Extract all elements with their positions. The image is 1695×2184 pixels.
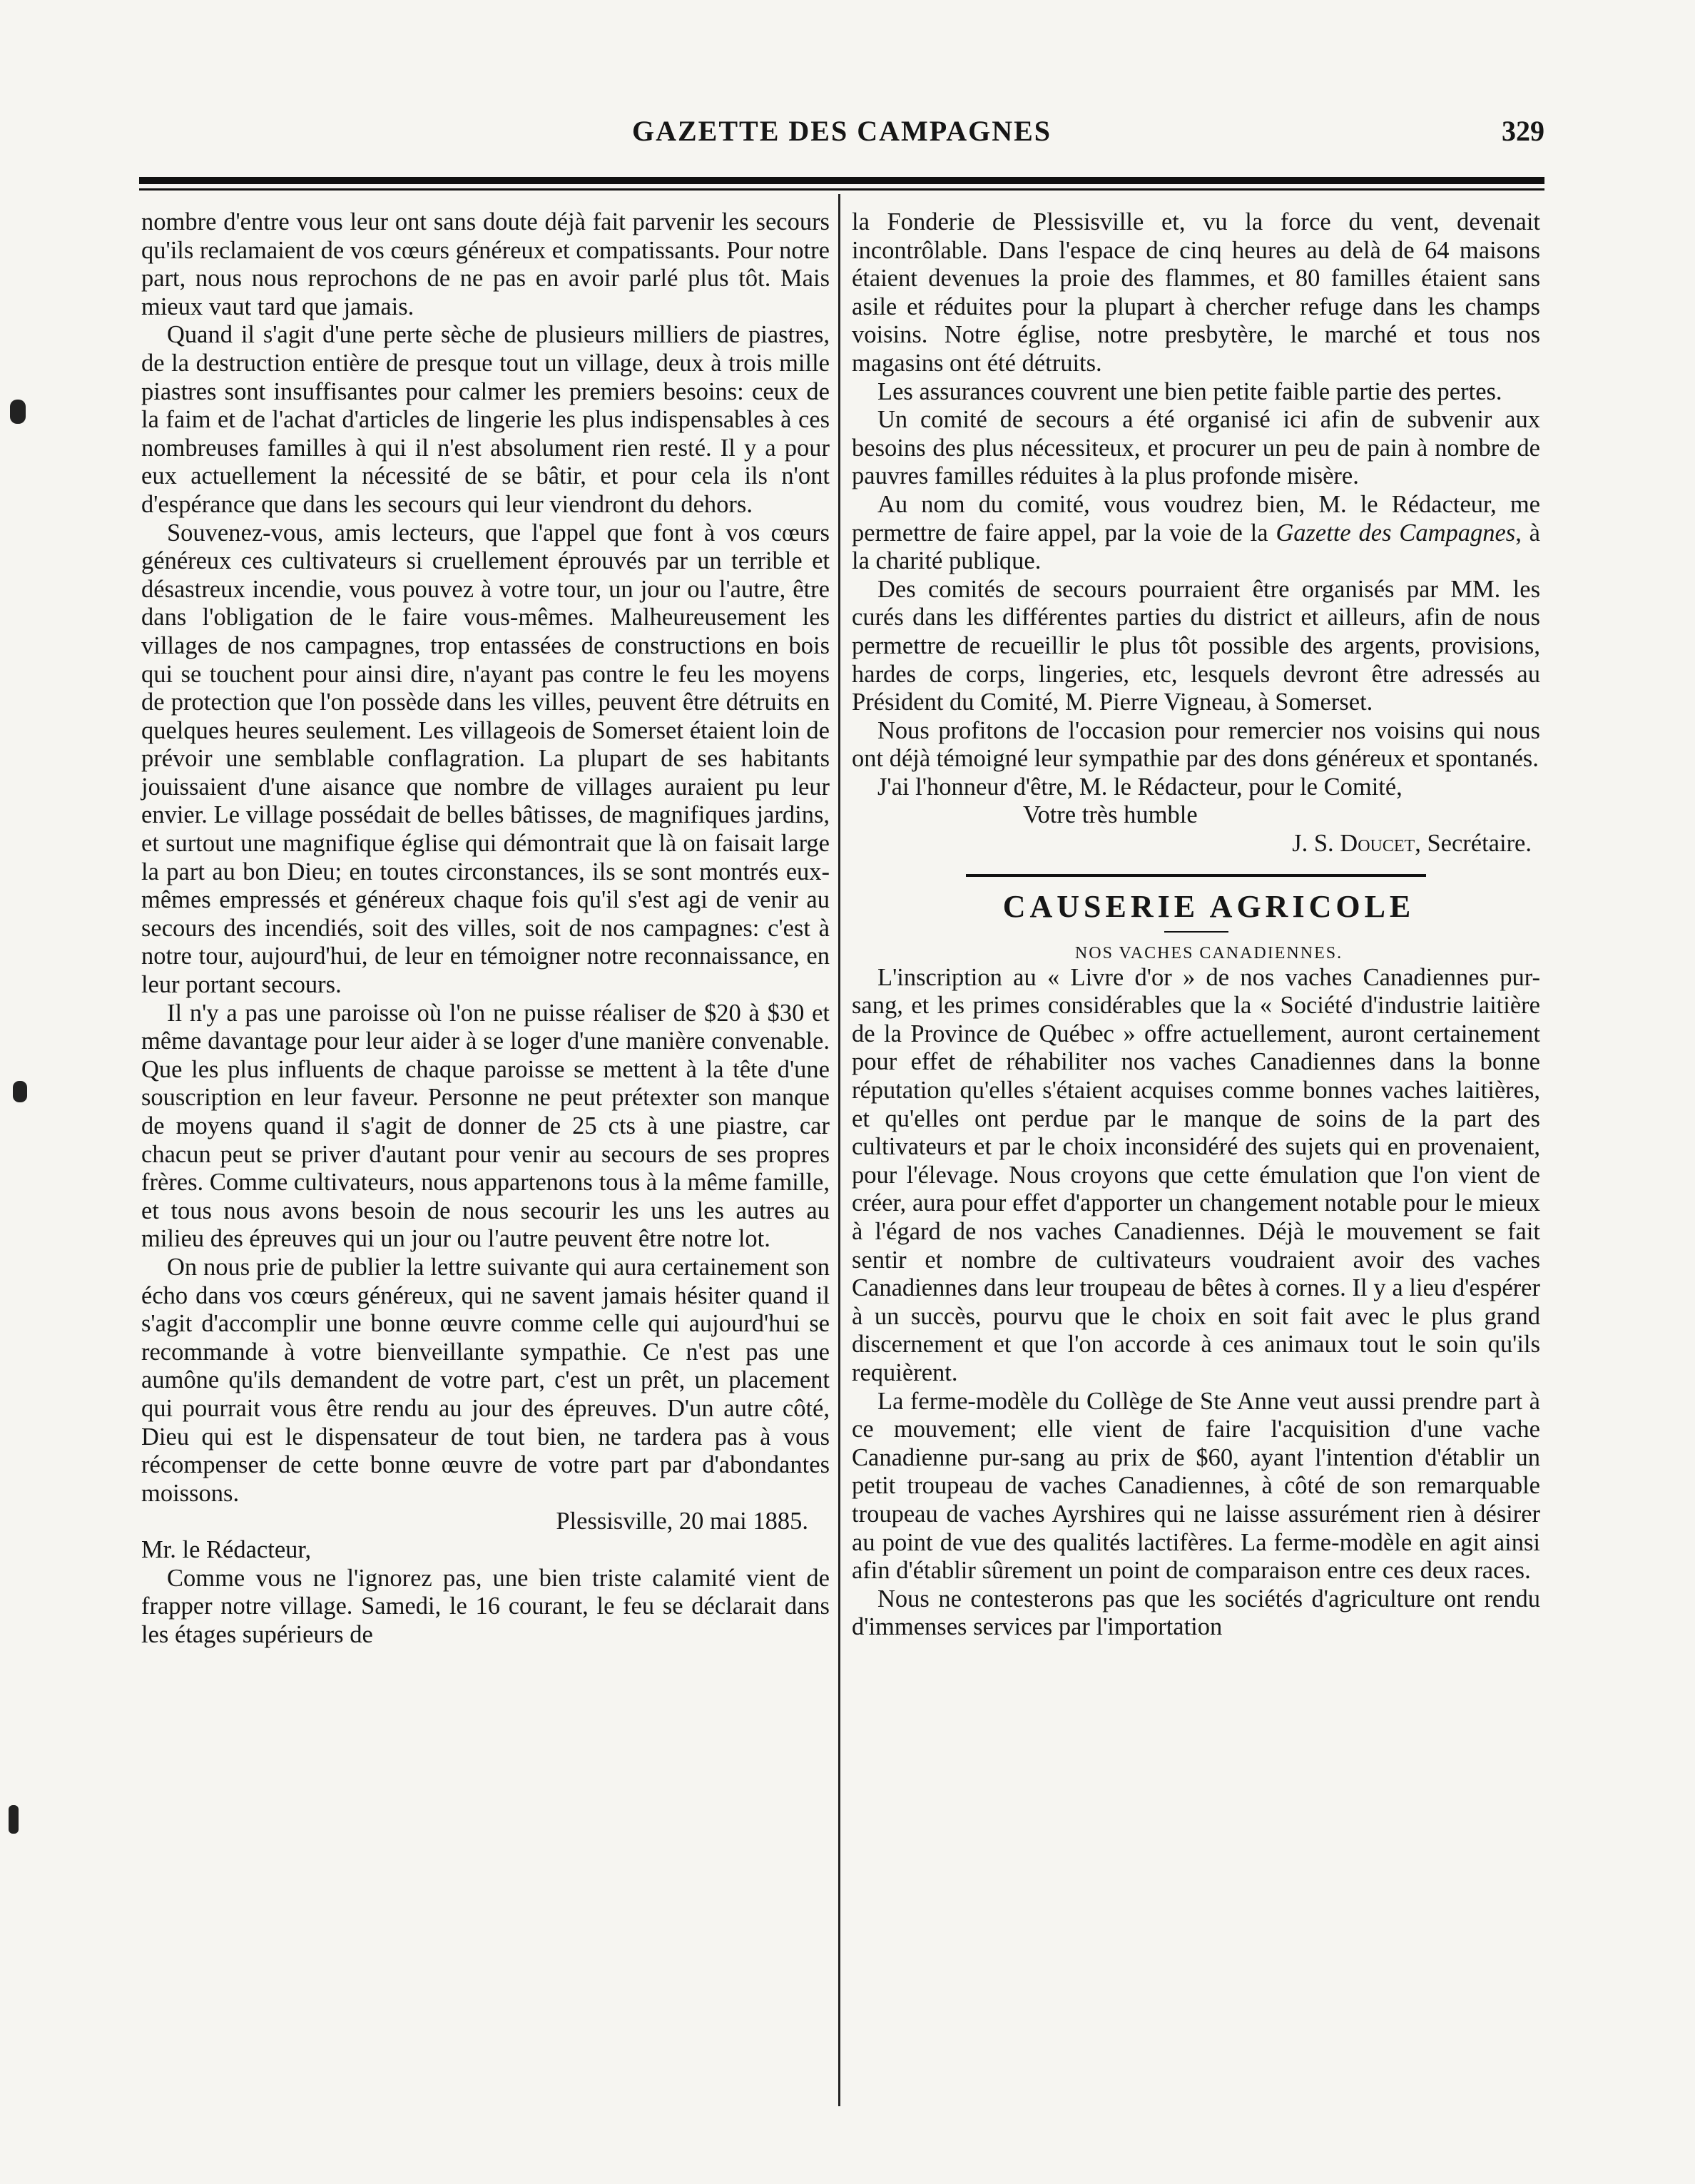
section-title: CAUSERIE AGRICOLE: [1002, 888, 1415, 924]
margin-mark: [10, 400, 26, 424]
paragraph: Comme vous ne l'ignorez pas, une bien triste calamité vient de frapper notre village. Samedi, le 16 courant, le feu se déclarait dans les étages supérieurs de: [141, 1564, 830, 1648]
paragraph: nombre d'entre vous leur ont sans doute déjà fait parvenir les secours qu'ils reclamaient de vos cœurs généreux et compatissants. Pour notre part, nous nous reprochons de ne pas en avoir parlé plus tôt. Mais mieux vaut tard que jamais.: [141, 208, 830, 320]
header-title: GAZETTE DES CAMPAGNES: [631, 115, 1052, 147]
signature-name: J. S. Doucet: [1292, 830, 1415, 858]
signature-role: , Secrétaire.: [1415, 830, 1532, 858]
page-number: 329: [1502, 115, 1544, 147]
left-column: [141, 208, 830, 1649]
paragraph: Nous ne contesterons pas que les sociétés d'agriculture ont rendu d'immenses services par l'importation: [852, 1585, 1540, 1641]
paragraph: la Fonderie de Plessisville et, vu la force du vent, devenait incontrôlable. Dans l'espace de cinq heures au delà de 64 maisons étaient devenues la proie des flammes, et 80 familles étaient sans asile et réduites pour la plupart à chercher refuge dans les champs voisins. Notre église, notre presbytère, le marché et tous nos magasins ont été détruits.: [852, 208, 1540, 377]
dateline: Plessisville, 20 mai 1885.: [556, 1508, 808, 1535]
paragraph: Les assurances couvrent une bien petite faible partie des pertes.: [877, 377, 1502, 405]
paragraph: [852, 491, 1540, 576]
salutation: Mr. le Rédacteur,: [141, 1535, 312, 1563]
running-header: [139, 114, 1544, 157]
paragraph: Un comité de secours a été organisé ici afin de subvenir aux besoins des plus nécessiteux, et procurer un peu de pain à nombre de pauvres familles réduites à la plus profonde misère.: [852, 406, 1540, 490]
paragraph: L'inscription au « Livre d'or » de nos vaches Canadiennes pur-sang, et les primes considérables que la « Société d'industrie laitière de la Province de Québec » offre actuellement, auront certainement pour effet de réhabiliter nos vaches Canadiennes dans la bonne réputation qu'elles s'étaient acquises comme bonnes vaches laitières, et qu'elles ont perdue par le manque de soins de la part des cultivateurs et par le choix inconsidéré des sujets qui en provenaient, pour l'élevage. Nous croyons que cette émulation que l'on vient de créer, aura pour effet d'apporter un changement notable pour le mieux à l'égard de nos vaches Canadiennes. Déjà le mouvement se fait sentir et nombre de cultivateurs voudraient avoir des vaches Canadiennes dans leur troupeau de bêtes à cornes. Il y a lieu d'espérer à un succès, pourvu que le choix en soit fait avec le plus grand discernement et que l'on accorde à ces animaux tout le soin qu'ils requièrent.: [852, 963, 1540, 1386]
column-divider: [838, 194, 840, 2106]
text-run: Au nom du comité, vous voudrez bien, M. le Rédacteur, me permettre de faire appel, par la voie de la: [852, 490, 1540, 547]
header-rule-thick: [139, 177, 1544, 184]
publication-title: Gazette des Campagnes: [1276, 519, 1516, 547]
section-subtitle: NOS VACHES CANADIENNES.: [1074, 943, 1343, 963]
paragraph: On nous prie de publier la lettre suivante qui aura certainement son écho dans vos cœurs généreux, qui ne savent jamais hésiter quand il s'agit d'accomplir une bonne œuvre comme celle qui aujourd'hui se recommande à votre bienveillante sympathie. Ce n'est pas une aumône qu'ils demandent de votre part, c'est un prêt, un placement qui pourrait vous être rendu au jour des épreuves. D'un autre côté, Dieu qui est le dispensateur de tout bien, ne tardera pas à vous récompenser de cette bonne œuvre de votre part par d'abondantes moissons.: [141, 1253, 830, 1507]
right-column: [852, 208, 1540, 1642]
paragraph: Souvenez-vous, amis lecteurs, que l'appel que font à vos cœurs généreux ces cultivateurs si cruellement éprouvés par un terrible et désastreux incendie, vous pouvez à votre tour, un jour ou l'autre, être dans l'obligation de le faire vous-mêmes. Malheureusement les villages de nos campagnes, trop entassées de constructions en bois qui se touchent pour ainsi dire, n'ayant pas contre le feu les moyens de protection que l'on possède dans les villes, peuvent être détruits en quelques heures seulement. Les villageois de Somerset étaient loin de prévoir une semblable conflagration. La plupart de ses habitants jouissaient d'une aisance que nombre de villages auraient pu leur envier. Le village possédait de belles bâtisses, de magnifiques jardins, et surtout une magnifique église qui démontrait que là on faisait large la part au bon Dieu; en toutes circonstances, ils se sont montrés eux-mêmes empressés et généreux chaque fois qu'il s'est agi de venir au secours des incendiés, soit des villes, soit de nos campagnes: c'est à notre tour, aujourd'hui, de leur en témoigner notre reconnaissance, en leur portant secours.: [141, 519, 830, 999]
margin-mark: [13, 1081, 27, 1102]
text-run: , à la charité publique.: [852, 519, 1540, 575]
margin-mark: [9, 1805, 19, 1834]
paragraph: Il n'y a pas une paroisse où l'on ne puisse réaliser de $20 à $30 et même davantage pour leur aider à se loger d'une manière convenable. Que les plus influents de chaque paroisse se mettent à la tête d'une souscription en leur faveur. Personne ne peut prétexter son manque de moyens quand il s'agit de donner de 25 cts à une piastre, car chacun peut se priver d'autant pour venir au secours de ses propres frères. Comme cultivateurs, nous appartenons tous à la même famille, et tous nous avons besoin de nous secourir les uns les autres au milieu des épreuves qui un jour ou l'autre peuvent être notre lot.: [141, 999, 830, 1253]
section-separator: [1164, 931, 1228, 933]
header-rule-thin: [139, 188, 1544, 191]
paragraph: La ferme-modèle du Collège de Ste Anne veut aussi prendre part à ce mouvement; elle vient de faire l'acquisition d'une vache Canadienne pur-sang au prix de $60, ayant l'intention d'établir un petit troupeau de vaches Canadiennes, à côté de son remarquable troupeau de vaches Ayrshires qui ne laisse assurément rien à désirer au point de vue des qualités lactifères. La ferme-modèle en agit ainsi afin d'établir sûrement un point de comparaison entre ces deux races.: [852, 1387, 1540, 1585]
paragraph: Nous profitons de l'occasion pour remercier nos voisins qui nous ont déjà témoigné leur sympathie par des dons généreux et spontanés.: [852, 716, 1540, 773]
paragraph: Des comités de secours pourraient être organisés par MM. les curés dans les différentes parties du district et ailleurs, afin de nous permettre de recueillir le plus tôt possible des argents, provisions, hardes de corps, lingeries, etc, lesquels devront être adressés au Président du Comité, M. Pierre Vigneau, à Somerset.: [852, 575, 1540, 716]
paragraph: J'ai l'honneur d'être, M. le Rédacteur, pour le Comité,: [877, 773, 1403, 801]
signature: [852, 830, 1540, 858]
paragraph: Quand il s'agit d'une perte sèche de plusieurs milliers de piastres, de la destruction entière de presque tout un village, deux à trois mille piastres sont insuffisantes pour calmer les premiers besoins: ceux de la faim et de l'achat d'articles de lingerie les plus indispensables à ces nombreuses familles à qui il n'est absolument rien resté. Il y a pour eux actuellement la nécessité de se bâtir, et pour cela ils n'ont d'espérance que dans les secours qui leur viendront du dehors.: [141, 321, 830, 518]
section-rule: [966, 874, 1426, 877]
closing: Votre très humble: [1023, 801, 1198, 829]
